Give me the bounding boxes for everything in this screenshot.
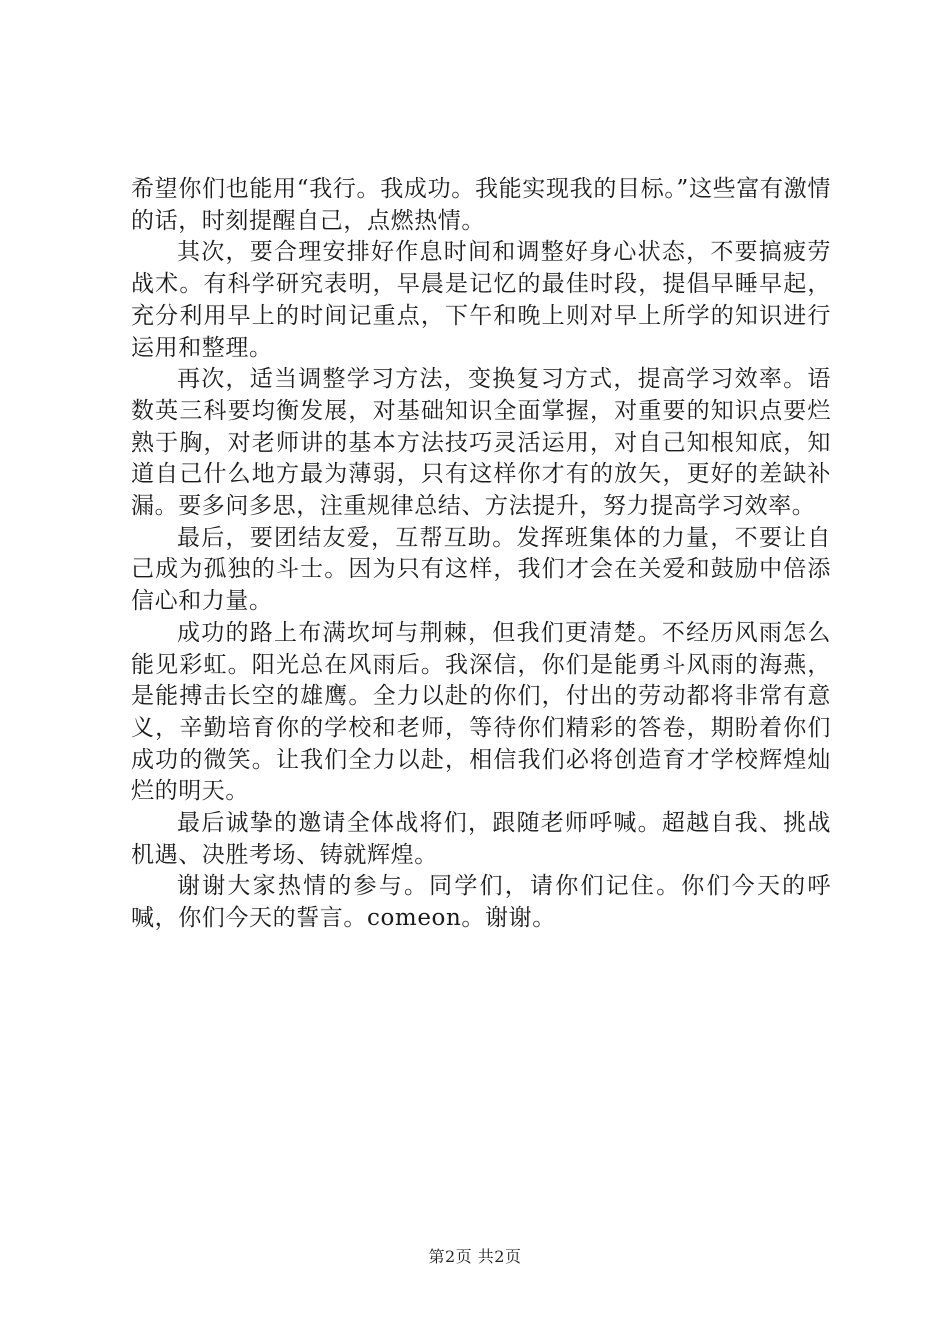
page-number-footer: 第2页 共2页 [428,1247,522,1266]
paragraph-encouragement: 成功的路上布满坎坷与荆棘，但我们更清楚。不经历风雨怎么能见彩虹。阳光总在风雨后。我深信，你们是能勇斗风雨的海燕，是能搏击长空的雄鹰。全力以赴的你们，付出的劳动都将非常有意义，辛勤培育你的学校和老师，等待你们精彩的答卷，期盼着你们成功的微笑。让我们全力以赴，相信我们必将创造育才学校辉煌灿烂的明天。 [131,619,831,805]
paragraph-invitation: 最后诚挚的邀请全体战将们，跟随老师呼喊。超越自我、挑战机遇、决胜考场、铸就辉煌。 [131,810,831,868]
paragraph-continuation: 希望你们也能用“我行。我成功。我能实现我的目标。”这些富有激情的话，时刻提醒自己，点燃热情。 [131,176,831,234]
paragraph-study-method: 再次，适当调整学习方法，变换复习方式，提高学习效率。语数英三科要均衡发展，对基础知识全面掌握，对重要的知识点要烂熟于胸，对老师讲的基本方法技巧灵活运用，对自己知根知底，知道自己什么地方最为薄弱，只有这样你才有的放矢，更好的差缺补漏。要多问多思，注重规律总结、方法提升，努力提高学习效率。 [131,366,831,520]
paragraph-thanks: 谢谢大家热情的参与。同学们，请你们记住。你们今天的呼喊，你们今天的誓言。comeon。谢谢。 [131,873,831,932]
paragraph-schedule: 其次，要合理安排好作息时间和调整好身心状态，不要搞疲劳战术。有科学研究表明，早晨是记忆的最佳时段，提倡早睡早起，充分利用早上的时间记重点，下午和晚上则对早上所学的知识进行运用和整理。 [131,239,831,361]
document-body [131,174,831,935]
paragraph-unity: 最后，要团结友爱，互帮互助。发挥班集体的力量，不要让自己成为孤独的斗士。因为只有这样，我们才会在关爱和鼓励中倍添信心和力量。 [131,524,831,615]
